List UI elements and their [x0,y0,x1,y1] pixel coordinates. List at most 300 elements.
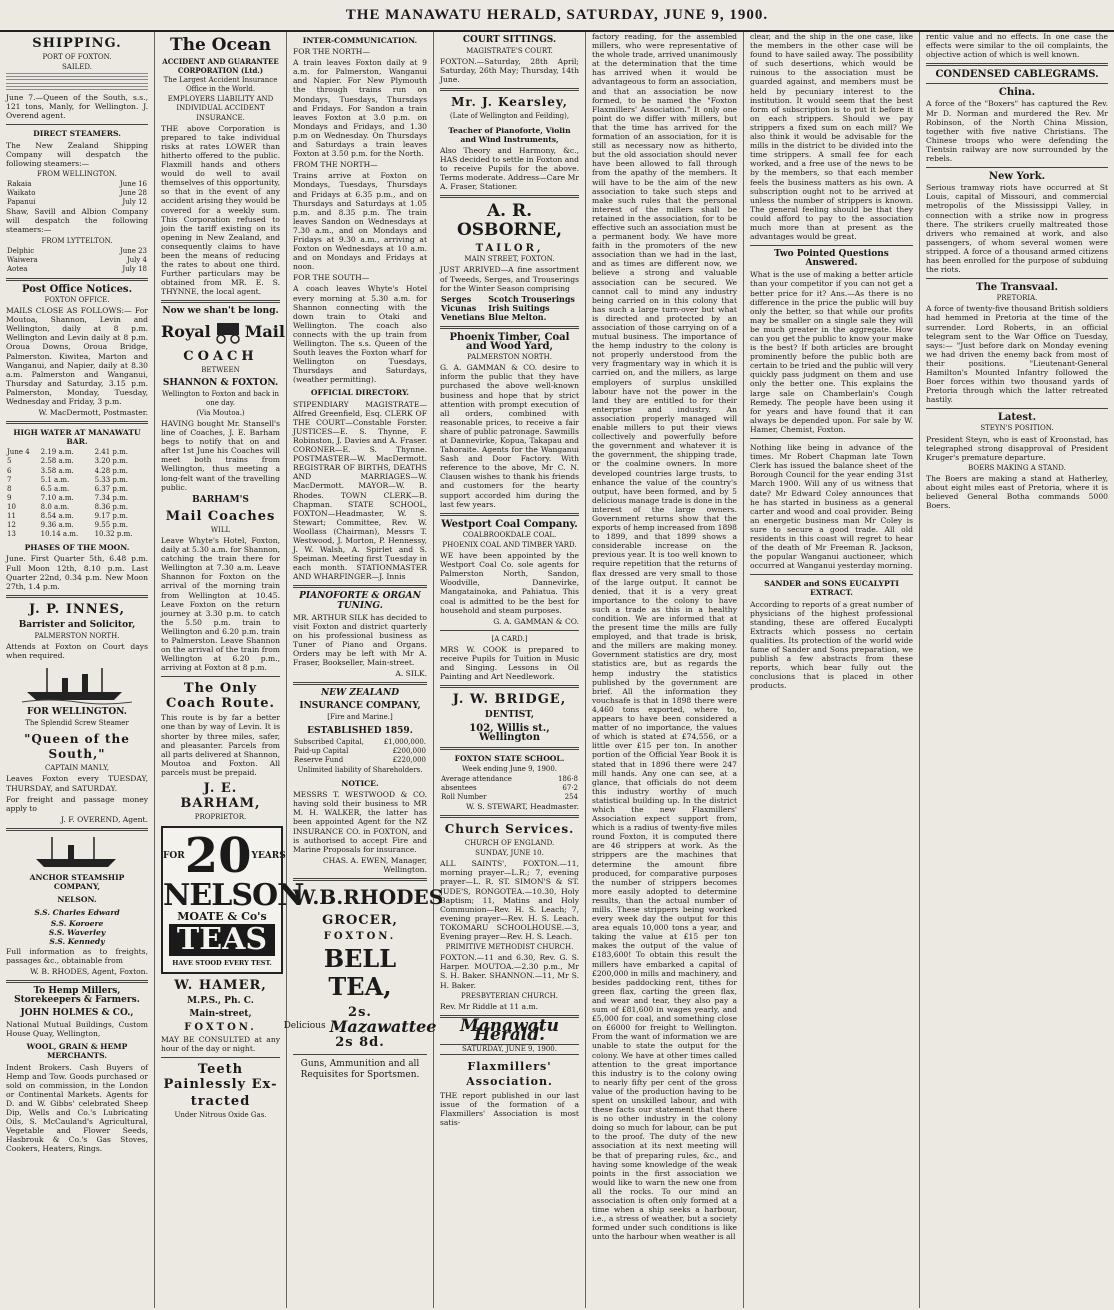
steamer-name: Waiwera [7,255,38,264]
tide-day: 12 [7,521,16,530]
china-heading: China. [998,87,1036,99]
presbyterian-text: Rev. Mr Riddle at 11 a.m. [440,1001,539,1011]
will: WILL [210,525,231,534]
ocean-heading: The Ocean [169,35,272,55]
tide-pm: 4.28 p.m. [94,466,128,475]
kearsley-text: Also Theory and Harmony, &c., HAS decided to settle in Foxton and to receive Pupils for the above. Terms moderate. Address—Care Mr A. Fraser, Stationer. [440,145,579,192]
barhams: BARHAM'S [192,494,249,505]
phoenix-text: G. A. GAMMAN & CO. desire to inform the public that they have purchased the above well-known business and hope that by strict attention with prompt execution of all orders, combined with reasonable prices, to receive a fair share of public patronage. Sawmills at Dannevirke, Kopua, Takapau and Tahoraite. Agents for the Wanganui Sash and Door Factory. With reference to the above, Mr C. N. Clausen wishes to thank his friends and customers for the hearty support accorded him during the last few years. [440,363,579,509]
divider [6,278,148,281]
for-north: FOR THE NORTH— [293,47,371,57]
kearsley-name: Mr. J. Kearsley, [451,95,568,110]
table-row [6,530,148,539]
goods-table [440,295,579,322]
tide-day: 13 [7,530,16,539]
wool-text: Indent Brokers. Cash Buyers of Hemp and Tow. Goods purchased or sold on commission, in the London or Continental Markets. Agents for D. and W. Gibbs' celebrated Sheep Dip, Wells and Co.'s Lubricating Oils, S. McCauland's Agricultural, Vegetable and Flower Seeds, Hasbrouk & Co.'s Gas Stoves, Cookers, Heaters, Rings. [6,1062,148,1154]
tide-table [6,448,148,539]
church-sunday: SUNDAY, JUNE 10. [475,849,544,858]
court-text: FOXTON.—Saturday, 28th April; Saturday, 26th May; Thursday, 14th June. [440,57,579,85]
table-row [6,256,148,265]
presbyterian-heading: PRESBYTERIAN CHURCH. [460,991,559,1000]
table-row [6,180,148,189]
anchor-nelson: NELSON. [57,895,97,905]
osborne-place: MAIN STREET, FOXTON. [464,255,555,264]
teeth-line-2: tracted [190,1093,251,1109]
north-text: A train leaves Foxton daily at 9 a.m. for Palmerston, Wanganui and Napier. For New Plymouth the through trains run on Mondays, Tuesdays, Thursdays and Fridays. For Sandon a train leaves Foxton at 3.0 p.m. on Mondays and Fridays, and 1.30 p.m on Wednesday. On Thursdays and Saturdays a train leaves Foxton at 3.50 p.m. for the North. [293,58,427,159]
holmes-text: National Mutual Buildings, Custom House Quay, Wellington, [6,1020,148,1039]
court-heading: COURT SITTINGS. [462,35,557,45]
stat-value: 254 [564,792,578,801]
tide-am: 3.58 a.m. [40,466,74,475]
news-body-1: rentic value and no effects. In one case the effects were similar to the oil complaints, the objective action of which is well known. [926,32,1108,60]
divider [440,685,579,688]
shaw-table [6,247,148,274]
steamer-date: July 12 [122,198,147,207]
coach-body: HAVING bought Mr. Stansell's line of Coaches, J. E. Barham begs to notify that on and after 1st June his Coaches will meet both trains from Wellington, thus meeting a long-felt want of the travelling public. [161,419,280,492]
tide-pm: 6.37 p.m. [94,484,128,493]
captain: CAPTAIN MANLY, [44,764,110,773]
post-office-heading: Post Office Notices. [21,283,133,295]
sander-heading: SANDER and SONS EUCALYPTI EXTRACT. [764,579,899,598]
capital-value: £220,000 [392,755,426,764]
anchor-ship: S.S. Kennedy [49,937,105,947]
delicious: Delicious [283,1021,326,1032]
divider [293,585,427,588]
wool-heading: WOOL, GRAIN & HEMP MERCHANTS. [26,1042,128,1061]
good-item: Blue Melton. [488,311,547,322]
mail-word: Mail [244,321,285,341]
direct-steamers-heading: DIRECT STEAMERS. [33,129,121,139]
nelson-years: YEARS [251,850,286,861]
tide-pm: 5.33 p.m. [94,475,128,484]
flax-heading: Flaxmillers' Association. [466,1060,553,1089]
table-row [6,512,148,521]
dentist: DENTIST, [484,710,535,721]
divider [440,326,579,329]
via: (Via Moutoa.) [196,408,245,417]
tide-day: 8 [7,484,12,493]
church-text: ALL SAINTS', FOXTON.—11, morning prayer—L.R.; 7, evening prayer—L. R. ST. SIMON'S & ST. JUDE'S, RONGOTEA.—10.30, Holy Baptism; 11, Matins and Holy Communion—Rev. H. S. Leach; 7, evening prayer—Rev. H. S. Leach. TOKOMARU SCHOOLHOUSE.—3, Evening prayer—Rev. H. S. Leach. [440,859,579,942]
coach-text: Wellington to Foxton and back in one day. [161,389,280,407]
primitive-text: FOXTON.—11 and 6.30, Rev. G. S. Harper. MOUTOA.—2.30 p.m., Mr S. H. Baker. SHANNON.—11, Mr S. H. Baker. [440,953,579,990]
rhodes-foxton: FOXTON. [323,930,397,942]
nelson-name: NELSON [163,878,304,914]
divider [440,630,579,631]
stat-label: Average attendance [441,774,512,783]
sander-text: According to reports of a great number of physicians of the highest professional standing, these are offered Eucalypti Extracts which possess no certain qualities. Its protection of the world wide fame of Sander and Sons preparation, we publish a few abstracts from these reports, which bear fully out the conclusions that is placed in other products. [750,599,913,691]
tide-am: 5.1 a.m. [40,475,70,484]
tide-day: June 4 [7,448,30,457]
steamer-date: June 28 [119,189,147,198]
divider [6,595,148,598]
tide-am: 8.54 a.m. [40,512,74,521]
ocean-sub3: EMPLOYERS LIABILITY AND INDIVIDUAL ACCIDENT INSURANCE. [167,95,274,122]
nz-title: NEW ZEALAND [320,688,400,699]
from-lyttelton: FROM LYTTELTON. [41,236,113,245]
school-week: Week ending June 9, 1900. [461,764,558,773]
kearsley-sub: (Late of Wellington and Feilding), [449,112,570,121]
local-news: Nothing like being in advance of the times. Mr Robert Chapman late Town Clerk has issued the balance sheet of the Borough Council for the year ending 31st March 1900. Will any of us witness that date? Mr Edward Coley announces that he has started in business as a general carter and wood and coal provider. Being an energetic business man Mr Coley is sure to secure a good trade. All old residents in this coast will regret to hear of the death of Mr Freeman R. Jackson, the popular Wanganui auctioneer, which occurred at Wanganui yesterday morning. [750,443,913,571]
court-sub: MAGISTRATE'S COURT. [466,47,553,56]
steamer-date: July 18 [122,264,147,273]
anchor-ship: S.S. Waverley [48,928,106,938]
steamer-name: Delphic [7,246,35,255]
osborne-text: JUST ARRIVED—A fine assortment of Tweeds, Serges, and Trouserings for the Winter Season comprising [440,265,579,293]
divider [6,421,148,424]
good-item: Irish Suitings [488,302,550,313]
divider [750,438,913,439]
tide-day: 5 [7,457,12,466]
ocean-sub2: The Largest Accident Insurance Office in the World. [163,76,278,94]
divider [750,245,913,246]
steamer-icon [22,664,132,704]
flax-text: THE report published in our last issue of the formation of a Flaxmillers' Association is most satis- [440,1091,579,1128]
divider [293,878,427,881]
divider [926,63,1108,66]
editorial-body: factory reading, for the assembled millers, who were representative of the whole trade, arrived unanimously at the determination that the time has arrived when it would be advantageous to form an association, and that an association be now formed, to be named the "Foxton Flaxmillers' Association." It only one point do we differ with millers, but that the time has arrived for the formation of an association, for it is still as necessary now as hitherto, but the old association should never have been allowed to fall through from the apathy of the members. It will have to be the aim of the new association to take such steps and make such rules that the personal interest of the millers shall be retained in the association, for to be effective such an association must be a permanent body. We have more faith in the promoters of the new association than we had in the last, and as times are different now, we believe a strong and valuable association can be secured. We cannot call to mind any industry being carried on in this colony that has such a large turn-over but what is directed and protected by an association of those carrying on of a mutual business. The importance of the hemp industry to the colony is not properly understood from the very fragmentary way in which it is carried on, and the millers, as large employers of surplus unskilled labour have not the power in the land they are entitled to for their enterprise and industry. An association properly managed will enable millers to put their views collectively and powerfully before the government and whatever it is the government, the shipping trade, or the coalmine owners. In more developed countries large trusts, to enhance the value of the country's output, have been formed, and by 5 delicious manage trade is done in the interest of the large owners. Government returns show that the exports of hemp increased from 1898 to 1899, and that 1899 shows a considerable increase on the previous year. It is too well known to require repetition that the returns of flax dressed are very small to those of the large output. It cannot be denied, that it is a very great importance to the colony to have such a trade as this in a healthy condition. We are informed that at the present time the mills are fully employed, and that trade is brisk, and the millers are making money. Government statistics are dry, most statistics are, but as regards the hemp industry the statistics published by the government are brief. All the information they vouchsafe is that in 1898 there were 4,460 tons exported, where to, appears to have been considered a matter of no importance, the values of which is stated at £74,556, or a little over £15 per ton. In another portion of the Official Year Book it is stated that in 1896 there were 247 mill hands. Any one can see, at a glance, that officials do not deem this industry worthy of much statistical building up. In the district which the new Flaxmillers' Association expect support from, which is a radius of twenty-five miles round Foxton, it is computed there are 46 strippers at work. As the strippers are the machines that determine the amount fibre produced, for comparative purposes the number of strippers becomes more easily adopted to determine results, than the actual number of mills. These strippers being worked every week day the output for this area equals 10,000 tons a year, and taking the value at £15 per ton makes the output of the value of £183,600! To obtain this result the millers have embarked a capital of £200,000 in mills and machinery, and besides paddocking rent, tithes for green flax, carting the green flax, and wear and tear, they also pay a sum of £81,600 in wages yearly, and £5,000 for coal, and something close on £6000 for freight to Wellington. From the want of information we are unable to state the output for the colony. We have at other times called attention to the great importance this industry is to the colony owing to nearly fifty per cent of the gross value of the production having to be spent on unskilled labour, and with these facts our statement that there is no other industry in the colony doing so much for labour, can be put to the proof. The duty of the new association at its next meeting will be that of preparing rules, &c., and having some knowledge of the weak points in the first association we would like to warn the new one from all the rocks. To our mind an association is often only formed at a time when a ship seeks a harbour, i.e., a stress of weather, but a society formed under such conditions is like unto the harbour when weather is all [592,32,737,1242]
ocean-sub: ACCIDENT AND GUARANTEE CORPORATION (Ltd.) [162,57,279,76]
direct-text: The New Zealand Shipping Company will despatch the following steamers:— [6,140,148,168]
two-questions-heading: Two Pointed Questions Answered. [774,249,889,269]
divider [926,278,1108,279]
school-table [440,775,579,802]
silk-signature: A. SILK. [395,669,427,679]
table-row [6,503,148,512]
coalbrook: COALBROOKDALE COAL. [462,530,557,539]
south-text: A coach leaves Whyte's Hotel every morning at 5.30 a.m. for Shannon connecting with the down train to Otaki and Wellington. The coach also connects with the up train from Wellington. The s.s. Queen of the South leaves the Foxton wharf for Wellington on Tuesdays, Thursdays and Saturdays, (weather permitting). [293,284,427,385]
steamer-icon [32,835,122,869]
stewart-signature: W. S. STEWART, Headmaster. [465,802,579,811]
steamer-date: July 4 [126,255,147,264]
faded-text [6,73,148,82]
unlimited: Unlimited liability of Shareholders. [297,765,423,774]
coach-word: COACH [183,348,258,364]
table-row [440,793,579,802]
pretoria-text: A force of twenty-five thousand British soldiers had hemmed in Pretoria at the time of the surrender. Lord Roberts, in an official telegram sent to the War Office on Tuesday, says:— "Just before dark on Monday evening we had driven the enemy back from most of their positions. "Lieutenant-General Hamilton's Mounted Infantry followed the Boer forces within two thousand yards of Pretoria through which the latter retreated hastily. [926,304,1108,405]
table-row [6,494,148,503]
rhodes-agent: W. B. RHODES, Agent, Foxton. [30,966,148,976]
screw-steamer: The Splendid Screw Steamer [25,719,129,728]
rhodes-title: W.B.RHODES [293,884,444,909]
good-item: Vicunas [441,302,477,313]
teeth-gas: Under Nitrous Oxide Gas. [174,1110,267,1119]
between: BETWEEN [201,365,240,374]
mazawattee-line [283,1017,437,1037]
tailor: TAILOR, [475,243,544,255]
bell-tea: BELL TEA, [323,944,397,1002]
divider [161,1057,280,1058]
boers-text: The Boers are making a stand at Hatherley, about eight miles east of Pretoria, where it is believed General Botha commands 5000 Boers. [926,473,1108,511]
table-row [6,457,148,466]
ewen-signature: CHAS. A. EWEN, Manager, Wellington. [322,855,427,874]
official-heading: OFFICIAL DIRECTORY. [310,388,410,398]
stat-value: 67·2 [562,783,578,792]
steamer-name: Rakaia [7,179,32,188]
steamer-name: Waikato [7,189,36,198]
tea-price: 2s 8d. [335,1035,385,1051]
steyn-heading: STEYN'S POSITION. [980,424,1054,433]
nelson-for: FOR [163,850,185,861]
post-office-text: MAILS CLOSE AS FOLLOWS:— For Moutoa, Shannon, Levin and Wellington, daily at 8 p.m. Wellington and Levin daily at 8 p.m. Oroua Downs, Oroua Bridge, Palmerston. Kiwitea, Marton and Wanganui, and Napier, daily at 8.30 a.m. Palmerston and Wanganui, Thursday and Saturday, 3.15 p.m. Palmerston, Monday, Tuesday, Wednesday and Friday, 3 p.m. [6,306,148,406]
latest-heading: Latest. [997,412,1037,424]
herald-nameplate: Manawatu Herald. [459,1015,560,1045]
two-questions-text: What is the use of making a better article than your competitor if you can not get a better price for it? Ans.—As there is no difference in the price the public will buy only the better, so that while our profits may be smaller on a single sale they will be much greater in the aggregate. How can you get the public to know your make is the best? If both articles are brought prominently before the public both are certain to be tried and the public will very quickly pass judgment on them and use only the better one. This explains the large sale on Chamberlain's Cough Remedy. The people have been using it for years and have found that it can always be depended upon. For sale by W. Hamer, Chemist, Foxton. [750,270,913,434]
queen-of-south: "Queen of the South," [24,732,130,762]
high-water-heading: HIGH WATER AT MANAWATU BAR. [13,428,141,447]
steamer-name: Papanui [7,198,36,207]
kearsley-role: Teacher of Pianoforte, Violin and Wind Instruments, [448,125,571,144]
westport-text: WE have been appointed by the Westport Coal Co. sole agents for Palmerston North, Sandon, Woodville, Dannevirke, Mangatainoka, and Pahiatua. This coal is admitted to be the best for household and steam purposes. [440,551,579,615]
piano-text: MR. ARTHUR SILK has decided to visit Foxton and district quarterly on his professional business as Tuner of Piano and Organs. Orders may be left with Mr A. Fraser, Bookseller, Main-street. [293,612,427,668]
phoenix-coal: PHOENIX COAL AND TIMBER YARD. [442,540,577,549]
shaw-text: Shaw, Savill and Albion Company will despatch the following steamers:— [6,207,148,235]
column-2 [155,32,304,1308]
sailed-text: June 7.—Queen of the South, s.s., 121 tons, Manly, for Wellington. J. Overend agent. [6,93,148,121]
divider [926,167,1108,168]
steamer-name: Aotea [7,264,28,273]
capital-value: £1,000,000. [383,737,426,746]
school-heading: FOXTON STATE SCHOOL. [454,753,565,763]
column-3 [283,32,444,1308]
masthead [0,0,1114,32]
proprietor: PROPRIETOR. [194,813,247,821]
main-street: Main-street, [189,1009,252,1020]
notice-text: MESSRS T. WESTWOOD & CO. having sold their business to MR M. H. WALKER, the latter has been appointed Agent for the NZ INSURANCE CO. in FOXTON, and is authorised to accept Fire and Marine Proposals for insurance. [293,790,427,854]
consult-text: MAY BE CONSULTED at any hour of the day or night. [161,1034,280,1053]
inter-communication-heading: INTER-COMMUNICATION. [302,36,418,45]
card-heading: [A CARD.] [491,634,528,643]
table-row [6,189,148,198]
table-row [6,476,148,485]
column-1 [0,32,155,1308]
church-sub: CHURCH OF ENGLAND. [464,839,555,848]
willis-street: 102, Willis st., Wellington [469,723,550,744]
capital-table [293,738,427,765]
table-row [6,521,148,530]
cablegrams-heading: CONDENSED CABLEGRAMS. [935,69,1099,81]
tide-pm: 9.17 p.m. [94,512,128,521]
column-7 [920,32,1114,1308]
steamer-table [6,180,148,207]
phoenix-place: PALMERSTON NORTH. [467,353,552,362]
tide-day: 7 [7,475,12,484]
ocean-text: THE above Corporation is prepared to take individual risks at rates LOWER than hitherto offered to the public. Flaxmill hands and others would do well to avail themselves of this opportunity, so that in the event of any accident arising they would be covered for a weekly sum. This Corporation refused to join the tariff existing on its opening in New Zealand, and consequently claims to have been the means of reducing the rates to about one third. Further particulars may be obtained from MR. E. S. THYNNE, the local agent. [161,123,280,297]
table-row [293,738,427,747]
divider [6,980,148,983]
china-text: A force of the "Boxers" has captured the Rev. Mr D. Norman and murdered the Rev. Mr Robinson, of the North China Mission, together with five native Christians. The Chinese troops who were defending the Tientsin railway are now surrounded by the rebels. [926,99,1108,164]
newyork-text: Serious tramway riots have occurred at St Louis, capital of Missouri, and commercial metropolis of the Mississippi Valley, in connection with a strike now in progress there. The strikers cruelly maltreated those drivers who remained at work, and also passengers, of whom several women were stripped. A force of a thousand armed citizens has been enrolled for the purpose of subduing the riots. [926,183,1108,275]
tide-pm: 10.32 p.m. [94,530,133,539]
table-row [6,247,148,256]
cook-text: MRS W. COOK is prepared to receive Pupils for Tuition in Music and Singing. Lessons in Oil Painting and Art Needlework. [440,644,579,682]
hamer-mps: M.P.S., Ph. C. [187,996,254,1007]
nelson-tagline: HAVE STOOD EVERY TEST. [172,959,272,968]
now-ready: Now we shan't be long. [162,306,279,317]
only-coach: The Only Coach Route. [165,681,276,712]
hamer-name: W. HAMER, [174,978,267,994]
sailed-heading: SAILED. [62,63,92,72]
gamman-signature: G. A. GAMMAN & CO. [493,616,579,626]
tide-am: 7.10 a.m. [40,493,74,502]
stat-value: 186·8 [557,774,578,783]
mc-text: Leave Whyte's Hotel, Foxton, daily at 5.30 a.m. for Shannon, catching the train there for Wellington at 7.30 a.m. Leave Shannon for Foxton on the arrival of the morning train from Wellington at 10.45. Leave Foxton on the return journey at 3.30 p.m. to catch the 5.50 p.m. train to Wellington and 6.20 p.m. train to Palmerston. Leave Shannon on the arrival of the train from Wellington at 6.20 p.m., arriving at Foxton at 8 p.m. [161,535,280,673]
moon-text: June. First Quarter 5th, 6.48 p.m. Full Moon 12th, 8.10 p.m. Last Quarter 22nd, 0.34 p.m. New Moon 27th, 1.4 p.m. [6,554,148,591]
editorial-continued: clear, and the ship in the one case, like the members in the other case will be found to have sailed away. The possibility of such desertions, which would be ruinous to the association must be guarded against, and members must be held by pecuniary interest to the institution. It would seem that the best form of subscription is to put it before it on each strippers. Should we pay strippers a fixed sum on each mill? We also think it would be advisable for the mills in the district to be divided into the time strippers. A small fee for each worked, and a free use of the news to be by the members, so that each member feels the business matters as his own. A subscription ought not to be arrived at unless the number of strippers is known. The general feeling should be that they could afford to pay to the association much more than at present as the advantages would be great. [750,32,913,242]
stat-label: Roll Number [441,792,487,801]
nelson-moate: MOATE & Co's [177,910,267,924]
post-office-sub: FOXTON OFFICE. [44,295,110,304]
anchor-heading: ANCHOR STEAMSHIP COMPANY, [29,872,125,891]
tide-day: 10 [7,502,16,511]
bridge-name: J. W. BRIDGE, [452,692,567,708]
innes-text: Attends at Foxton on Court days when required. [6,641,148,661]
column-4 [434,32,586,1308]
divider [6,828,148,831]
nz-sub: INSURANCE COMPANY, [299,701,421,712]
tide-pm: 7.34 p.m. [94,493,128,502]
guns-text: Guns, Ammunition and all Requisites for Sportsmen. [300,1059,420,1081]
grocer: GROCER, [322,912,398,928]
notice-heading: NOTICE. [341,779,379,789]
official-text: STIPENDIARY MAGISTRATE—Alfred Greenfield, Esq. CLERK OF THE COURT—Constable Forster. JUSTICES—E. S. Thynne, F. Robinston, J. Davies and A. Fraser. CORONER—E. S. Thynne. POSTMASTER—W. MacDermott. REGISTRAR OF BIRTHS, DEATHS AND MARRIAGES—W. MacDermott. MAYOR—W. B. Rhodes. TOWN CLERK—B. Chapman. STATE SCHOOL, FOXTON—Headmaster, W. S. Stewart; Committee, Rev. W. Woollass (Chairman), Messrs T. Westwood, J. Morton, P. Hennessy, J. W. Walsh, A. Spirlet and S. Speiman. Meeting first Tuesday in each month. STATIONMASTER AND WHARFINGER—J. Innis [293,399,427,582]
barham-name: J. E. BARHAM, [180,781,261,811]
nelson-teas: TEAS [169,924,275,956]
divider [293,682,427,685]
table-row [6,198,148,207]
steyn-text: President Steyn, who is east of Kroonstad, has telegraphed strong disapproval of President Kruger's premature departure. [926,434,1108,462]
anchor-text: Full information as to freights, passages &c., obtainable from [6,946,148,965]
established: ESTABLISHED 1859. [307,725,413,736]
tide-pm: 3.20 p.m. [94,457,128,466]
table-row [6,485,148,494]
stat-label: absentees [441,783,477,792]
table-row [440,775,579,784]
holmes-name: JOHN HOLMES & CO., [20,1008,134,1019]
from-north: FROM THE NORTH— [293,160,378,170]
tide-am: 2.58 a.m. [40,457,74,466]
bell-price: 2s. [348,1005,372,1021]
column-6 [744,32,920,1308]
steamer-date: June 23 [119,246,147,255]
divider [161,676,280,677]
tide-day: 9 [7,493,12,502]
table-row [293,756,427,765]
for-wellington: FOR WELLINGTON. [27,707,127,718]
divider [293,1054,427,1055]
capital-value: £200,000 [392,746,426,755]
tide-day: 6 [7,466,12,475]
table-row [440,784,579,793]
tide-am: 6.5 a.m. [40,484,70,493]
divider [161,300,280,303]
primitive-heading: PRIMITIVE METHODIST CHURCH. [445,943,574,952]
leaves-text: Leaves Foxton every TUESDAY, THURSDAY, and SATURDAY. [6,774,148,793]
table-row [440,313,579,322]
divider [440,747,579,750]
good-item: Scotch Trouserings [488,293,575,304]
boers-heading: BOERS MAKING A STAND. [968,463,1066,472]
capital-label: Reserve Fund [294,755,344,764]
phoenix-heading: Phoenix Timber, Coal and Wood Yard, [449,331,570,353]
innes-name: J. P. INNES, [28,601,126,617]
shannon-foxton: SHANNON & FOXTON. [162,377,279,388]
freight-text: For freight and passage money apply to [6,794,148,813]
masthead-title: THE MANAWATU HERALD, SATURDAY, JUNE 9, 1900. [345,6,769,23]
tide-day: 11 [7,512,16,521]
tide-am: 9.36 a.m. [40,521,74,530]
good-item: Serges [441,293,472,304]
divider [926,408,1108,409]
osborne-name: A. R. OSBORNE, [456,201,563,241]
piano-heading: PIANOFORTE & ORGAN TUNING. [299,591,421,611]
divider [440,88,579,91]
anchor-ship: S.S. Charles Edward [34,908,120,918]
newyork-heading: New York. [988,171,1046,183]
nelson-years-num: 20 [184,828,252,885]
port-heading: PORT OF FOXTON. [42,53,112,61]
table-row [293,747,427,756]
divider [440,815,579,818]
postmaster: W. MacDermott, Postmaster. [38,408,148,418]
tide-am: 8.0 a.m. [40,502,70,511]
overend-agent: J. F. OVEREND, Agent. [60,814,148,824]
for-south: FOR THE SOUTH— [293,273,370,283]
royal-word: Royal [161,321,211,341]
divider [926,83,1108,84]
transvaal-heading: The Transvaal. [976,282,1058,294]
steamer-date: June 16 [119,179,147,188]
tide-am: 2.19 a.m. [40,448,74,457]
teeth-line-1: Teeth Painlessly Ex- [163,1061,278,1092]
herald-date: SATURDAY, JUNE 9, 1900. [440,1044,579,1055]
divider [440,195,579,198]
hamer-foxton: FOXTON. [184,1022,257,1034]
moon-heading: PHASES OF THE MOON. [24,543,130,553]
tide-pm: 8.36 p.m. [94,502,128,511]
hemp-heading: To Hemp Millers, Storekeepers & Farmers. [14,985,140,1005]
nelson-tea-ad [161,826,304,974]
only-text: This route is by far a better one than by way of Levin. It is shorter by three miles, safer, and pleasanter. Parcels from all parts delivered at Shannon, Moutoa and Foxton. All parcels must be prepaid. [161,713,280,777]
mazawattee: Mazawattee [329,1017,437,1037]
tide-am: 10.14 a.m. [40,530,79,539]
divider [750,574,913,575]
innes-role: Barrister and Solicitor, [18,619,136,630]
capital-label: Subscribed Capital, [294,737,364,746]
divider [6,124,148,125]
table-row [6,467,148,476]
column-5 [586,32,744,1308]
pretoria-heading: PRETORIA. [996,294,1038,303]
church-heading: Church Services. [444,822,575,837]
anchor-ship: S.S. Koroere [50,919,104,929]
tide-pm: 9.55 p.m. [94,521,128,530]
faded-text [6,83,148,92]
shipping-heading: SHIPPING. [32,36,122,51]
table-row [6,448,148,457]
capital-label: Paid-up Capital [294,746,349,755]
from-north-text: Trains arrive at Foxton on Mondays, Tuesdays, Thursdays and Fridays at 6.35 p.m., and on Thursdays and Saturdays at 1.05 p.m. and 8.35 p.m. The train leaves Sandon on Wednesdays at 7.30 a.m., and on Mondays and Fridays at 9.30 a.m., arriving at Foxton on Wednesdays at 10 a.m. and on Mondays and Fridays at noon. [293,171,427,272]
mail-coaches: Mail Coaches [165,508,276,524]
good-item: Venetians [441,311,485,322]
royal-mail-title [161,319,285,345]
westport-heading: Westport Coal Company. [441,518,578,530]
from-wellington: FROM WELLINGTON. [37,169,117,178]
nz-sub2: [Fire and Marine.] [327,713,393,722]
innes-place: PALMERSTON NORTH. [34,631,120,640]
tide-pm: 2.41 p.m. [94,448,128,457]
table-row [6,265,148,274]
divider [440,513,579,516]
